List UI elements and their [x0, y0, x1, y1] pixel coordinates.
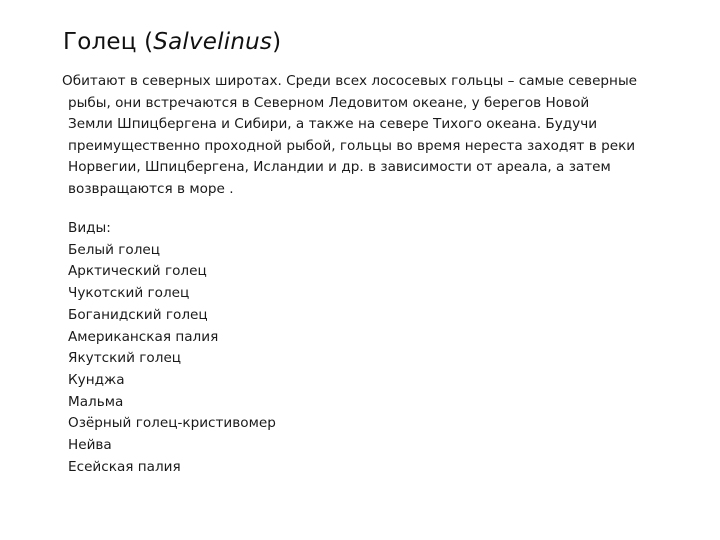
species-heading: Виды: [68, 220, 111, 236]
species-item: Арктический голец [68, 263, 207, 280]
intro-line: Обитают в северных широтах. Среди всех лососевых гольцы – самые северные [62, 73, 638, 89]
title-suffix: ) [272, 29, 282, 55]
intro-line: Норвегии, Шпицбергена, Исландии и др. в зависимости от ареала, а затем [68, 159, 611, 176]
species-item: Мальма [68, 393, 124, 410]
species-item: Озёрный голец-кристивомер [68, 415, 276, 432]
species-item: Американская палия [68, 328, 219, 345]
species-item: Белый голец [68, 241, 161, 258]
species-item: Нейва [68, 437, 112, 454]
species-list [68, 218, 276, 478]
intro-line: преимущественно проходной рыбой, гольцы во время нереста заходят в реки [68, 137, 636, 154]
title-latin-name: Salvelinus [153, 29, 273, 55]
species-item: Якутский голец [68, 350, 182, 367]
intro-line: рыбы, они встречаются в Северном Ледовитом океане, у берегов Новой [68, 94, 590, 111]
species-item: Чукотский голец [68, 285, 190, 302]
intro-line: Земли Шпицбергена и Сибири, а также на севере Тихого океана. Будучи [68, 116, 598, 133]
page-title [63, 29, 281, 55]
intro-line: возвращаются в море . [68, 180, 234, 197]
species-item: Боганидский голец [68, 306, 208, 323]
intro-paragraph [62, 71, 682, 201]
species-item: Кунджа [68, 371, 125, 388]
species-item: Есейская палия [68, 458, 181, 475]
title-prefix: Голец ( [63, 29, 154, 55]
